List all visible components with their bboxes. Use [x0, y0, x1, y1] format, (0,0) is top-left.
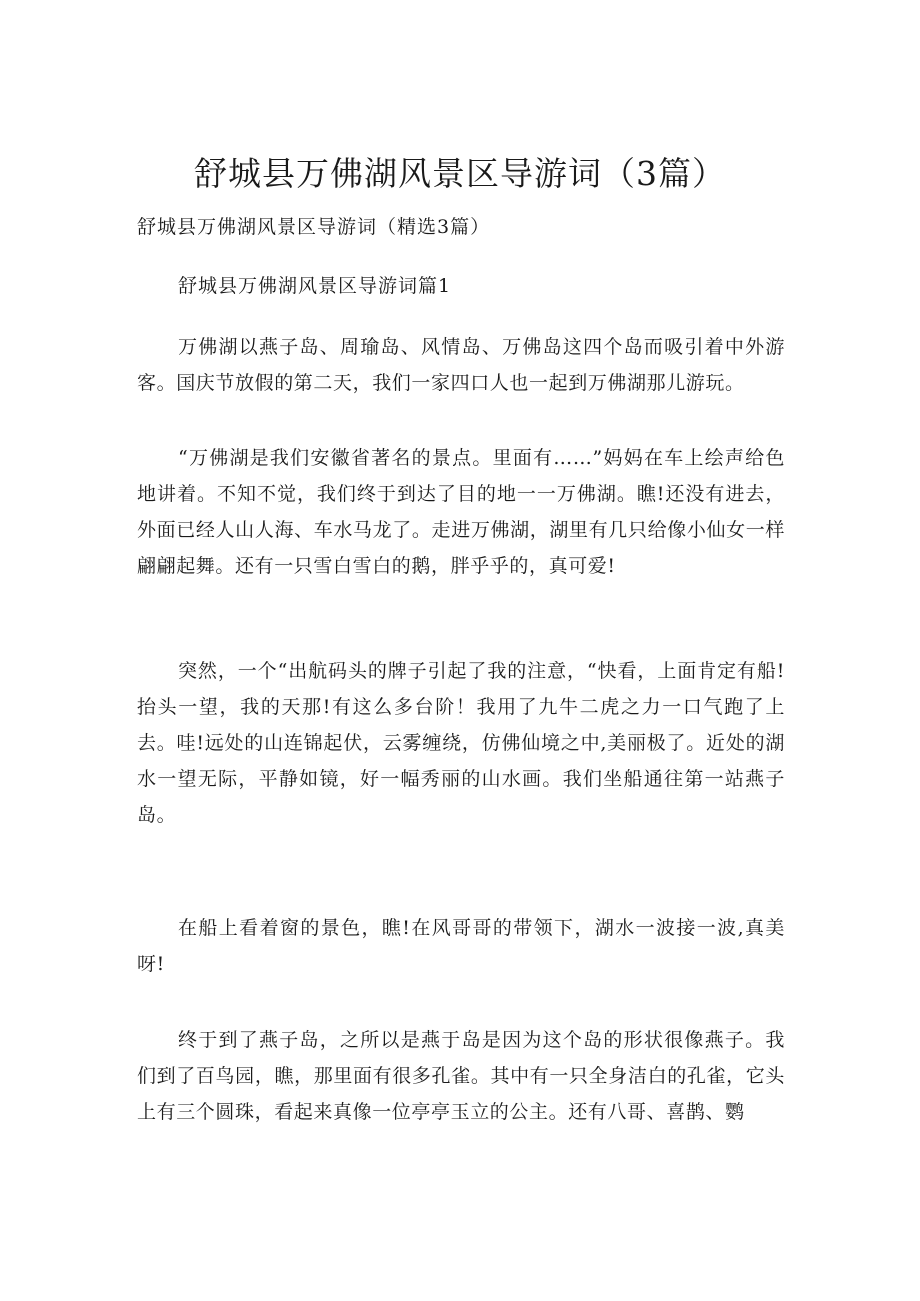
- document-title: 舒城县万佛湖风景区导游词（3篇）: [194, 154, 726, 193]
- paragraph: “万佛湖是我们安徽省著名的景点。里面有……”妈妈在车上绘声给色地讲着。不知不觉，我们终于到达了目的地一一万佛湖。瞧!还没有进去，外面已经人山人海、车水马龙了。走进万佛湖，湖里有几只给像小仙女一样翩翩起舞。还有一只雪白雪白的鹅，胖乎乎的，真可爱!: [137, 447, 785, 577]
- paragraph: 万佛湖以燕子岛、周瑜岛、风情岛、万佛岛这四个岛而吸引着中外游客。国庆节放假的第二天，我们一家四口人也一起到万佛湖那儿游玩。: [137, 336, 785, 394]
- paragraph: 终于到了燕子岛，之所以是燕于岛是因为这个岛的形状很像燕子。我们到了百鸟园，瞧，那里面有很多孔雀。其中有一只全身洁白的孔雀，它头上有三个圆珠，看起来真像一位亭亭玉立的公主。还有八哥、喜鹊、鹦: [137, 1029, 785, 1123]
- paragraph: 突然，一个“出航码头的牌子引起了我的注意，“快看，上面肯定有船!抬头一望，我的天那!有这么多台阶！我用了九牛二虎之力一口气跑了上去。哇!远处的山连锦起伏，云雾缠绕，仿佛仙境之中,美丽极了。近处的湖水一望无际，平静如镜，好一幅秀丽的山水画。我们坐船通往第一站燕子岛。: [137, 660, 785, 826]
- document-subtitle: 舒城县万佛湖风景区导游词（精选3篇）: [137, 216, 491, 238]
- paragraph: 在船上看着窗的景色，瞧!在风哥哥的带领下，湖水一波接一波,真美呀!: [137, 917, 785, 975]
- section-heading: 舒城县万佛湖风景区导游词篇1: [178, 275, 452, 297]
